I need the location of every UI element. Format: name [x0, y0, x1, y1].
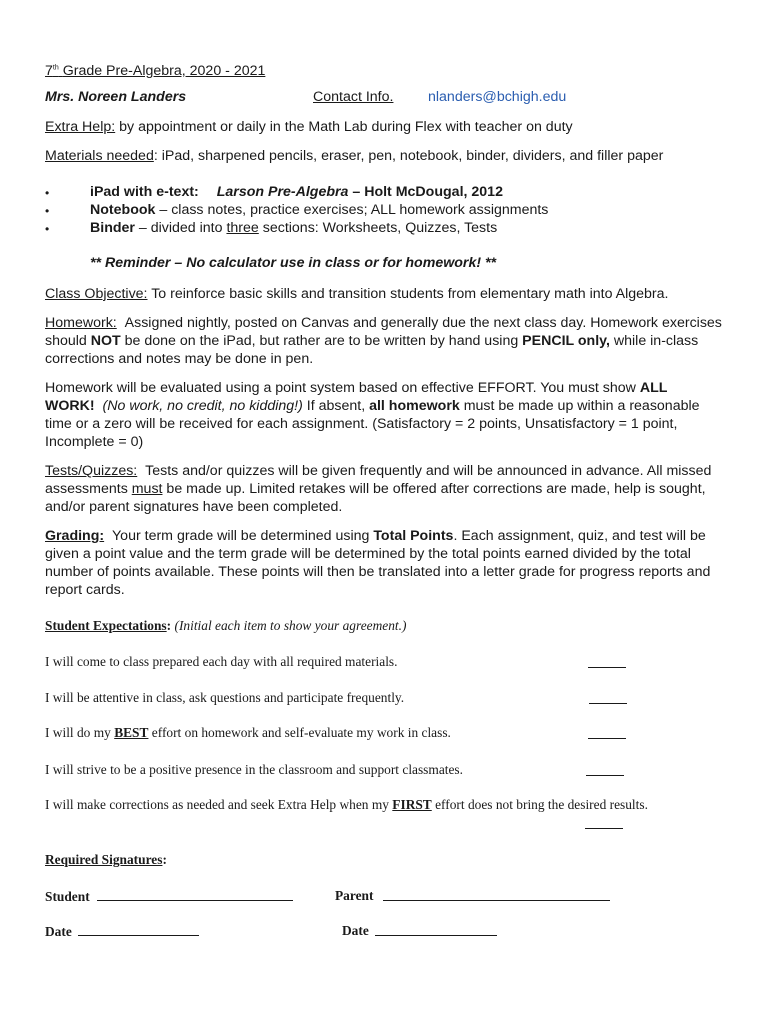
expectations-label: Student Expectations — [45, 618, 167, 633]
evaluation-all-homework: all homework — [369, 398, 460, 414]
binder-post: sections: Worksheets, Quizzes, Tests — [258, 220, 498, 236]
homework-not: NOT — [90, 333, 121, 349]
expectation-text: I will come to class prepared each day with all required materials. — [45, 654, 398, 669]
tests-must: must — [131, 481, 163, 497]
expectation-text: I will strive to be a positive presence in the classroom and support classmates. — [45, 762, 463, 777]
grading-text-1: Your term grade will be determined using — [112, 528, 374, 544]
evaluation-no-kidding: (No work, no credit, no kidding!) — [102, 398, 303, 414]
binder-label: Binder — [90, 220, 135, 236]
objective-label: Class Objective: — [45, 286, 148, 302]
expectation-best: BEST — [114, 725, 149, 740]
parent-signature-label: Parent — [335, 888, 374, 903]
evaluation-text-1: Homework will be evaluated using a point system based on effective EFFORT. You must show — [45, 380, 640, 396]
homework-text-3: while in-class corrections and notes may be done in pen. — [45, 333, 699, 367]
notebook-text: – class notes, practice exercises; ALL homework assignments — [159, 202, 549, 218]
signatures-heading — [45, 851, 735, 869]
ipad-publisher: – Holt McDougal, 2012 — [352, 184, 503, 200]
initial-blank[interactable] — [589, 689, 627, 704]
parent-date-line[interactable] — [375, 922, 497, 936]
binder-pre: – divided into — [138, 220, 227, 236]
materials-label: Materials needed — [45, 148, 154, 164]
materials-colon: : — [153, 148, 158, 164]
contact-label: Contact Info. — [313, 89, 394, 105]
expectation-item — [45, 689, 625, 707]
grade-number: 7 — [45, 62, 53, 79]
extra-help — [45, 118, 735, 136]
parent-signature-line[interactable] — [383, 887, 610, 901]
student-signature-label: Student — [45, 889, 90, 904]
student-date-label: Date — [45, 924, 72, 939]
parent-date-label: Date — [342, 923, 369, 938]
evaluation-all-work: ALL WORK! — [45, 380, 668, 414]
student-date-line[interactable] — [78, 922, 199, 936]
initial-blank[interactable] — [585, 814, 623, 829]
grading-section — [45, 527, 729, 599]
expectation-text: effort on homework and self-evaluate my work in class. — [148, 725, 451, 740]
materials-list — [45, 183, 735, 237]
evaluation-text-3: must be made up within a reasonable time or a zero will be received for each assignment. (Satisfactory = 2 points, Unsatisfactory = 1 point, Incomplete = 0) — [45, 398, 700, 450]
expectations-note: (Initial each item to show your agreement.) — [174, 618, 407, 633]
materials — [45, 147, 735, 165]
expectations-colon: : — [166, 618, 172, 633]
class-objective — [45, 285, 735, 303]
objective-text: To reinforce basic skills and transition students from elementary math into Algebra. — [151, 286, 669, 302]
homework-text-2: be done on the iPad, but rather are to be written by hand using — [120, 333, 523, 349]
expectation-text: I will make corrections as needed and seek Extra Help when my — [45, 797, 393, 812]
initial-blank[interactable] — [588, 653, 626, 668]
extra-help-text: by appointment or daily in the Math Lab during Flex with teacher on duty — [119, 119, 573, 135]
list-item — [45, 219, 735, 237]
tests-quizzes — [45, 462, 725, 516]
ipad-book: Larson Pre-Algebra — [216, 184, 349, 200]
expectation-text: I will be attentive in class, ask questions and participate frequently. — [45, 690, 405, 705]
expectation-first: FIRST — [392, 797, 432, 812]
date-row — [45, 922, 735, 941]
signatures-colon: : — [162, 852, 167, 867]
expectations-heading — [45, 617, 735, 635]
expectation-item — [45, 796, 685, 814]
course-title-text: Grade Pre-Algebra, 2020 - 2021 — [62, 62, 266, 79]
teacher-line — [45, 88, 735, 106]
signatures-label: Required Signatures — [45, 852, 163, 867]
email-link[interactable]: nlanders@bchigh.edu — [428, 89, 567, 105]
student-signature-line[interactable] — [97, 887, 293, 901]
homework-pencil: PENCIL only, — [522, 333, 610, 349]
expectation-text: effort does not bring the desired results. — [431, 797, 648, 812]
homework-evaluation — [45, 379, 727, 451]
list-item — [45, 201, 735, 219]
materials-text: iPad, sharpened pencils, eraser, pen, notebook, binder, dividers, and filler paper — [161, 148, 664, 164]
expectation-item — [45, 724, 625, 742]
initial-blank[interactable] — [586, 761, 624, 776]
expectation-text: I will do my — [45, 725, 115, 740]
tests-text-2: be made up. Limited retakes will be offered after corrections are made, help is sought, and/or parent signatures have been completed. — [45, 481, 706, 515]
signature-row — [45, 887, 735, 906]
grade-superscript: th — [52, 64, 59, 71]
course-title — [45, 59, 735, 80]
expectation-item — [45, 761, 625, 779]
extra-help-label: Extra Help: — [45, 119, 116, 135]
homework-label: Homework: — [45, 315, 117, 331]
tests-text-1: Tests and/or quizzes will be given frequently and will be announced in advance. All missed assessments — [45, 463, 712, 497]
ipad-label: iPad with e-text: — [90, 184, 199, 200]
binder-three: three — [226, 220, 259, 236]
expectation-item — [45, 653, 625, 671]
notebook-label: Notebook — [90, 202, 156, 218]
homework-text-1: Assigned nightly, posted on Canvas and generally due the next class day. Homework exercises should — [45, 315, 722, 349]
grading-label: Grading: — [45, 528, 105, 544]
tests-label: Tests/Quizzes: — [45, 463, 138, 479]
teacher-name: Mrs. Noreen Landers — [45, 89, 187, 105]
calculator-reminder: ** Reminder – No calculator use in class or for homework! ** — [90, 255, 497, 271]
homework-section — [45, 314, 725, 368]
grading-text-2: . Each assignment, quiz, and test will be given a point value and the term grade will be determined by the total points earned divided by the total number of points available. These points will then be translated into a letter grade for progress reports and report cards. — [45, 528, 711, 598]
grading-total-points: Total Points — [373, 528, 454, 544]
initial-blank[interactable] — [588, 724, 626, 739]
evaluation-text-2: If absent, — [302, 398, 370, 414]
list-item — [45, 183, 735, 201]
